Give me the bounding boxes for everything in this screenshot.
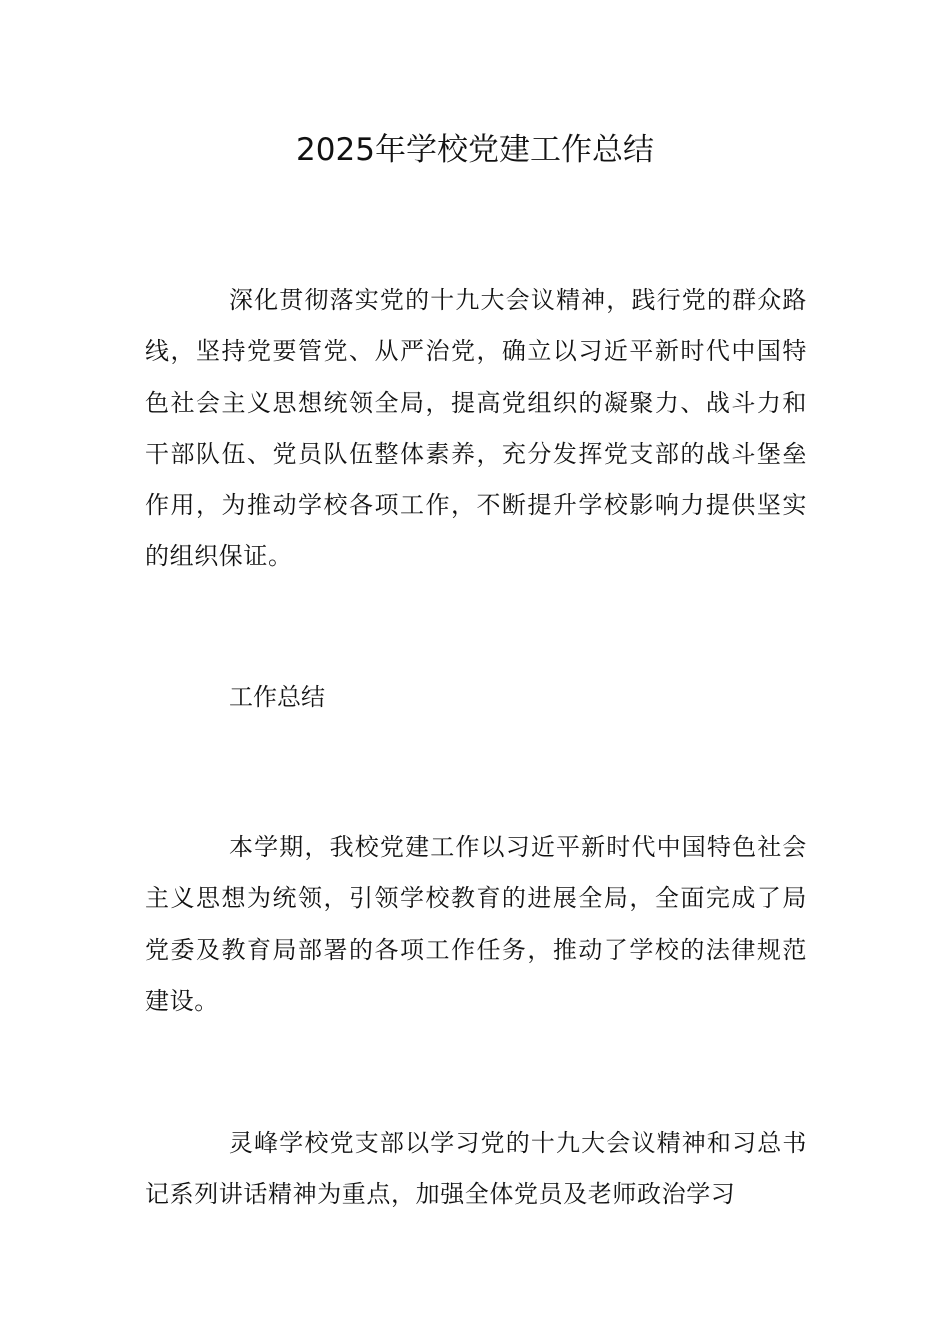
- intro-paragraph: 深化贯彻落实党的十九大会议精神，践行党的群众路线，坚持党要管党、从严治党，确立以习近平新时代中国特色社会主义思想统领全局，提高党组织的凝聚力、战斗力和干部队伍、党员队伍整体素养，充分发挥党支部的战斗堡垒作用，为推动学校各项工作，不断提升学校影响力提供坚实的组织保证。: [145, 286, 807, 571]
- section-heading: 工作总结: [229, 683, 325, 711]
- document-title: 2025年学校党建工作总结: [296, 132, 654, 168]
- summary-paragraph: 本学期，我校党建工作以习近平新时代中国特色社会主义思想为统领，引领学校教育的进展全局，全面完成了局党委及教育局部署的各项工作任务，推动了学校的法律规范建设。: [145, 833, 807, 1015]
- study-paragraph: 灵峰学校党支部以学习党的十九大会议精神和习总书记系列讲话精神为重点，加强全体党员及老师政治学习: [145, 1129, 807, 1209]
